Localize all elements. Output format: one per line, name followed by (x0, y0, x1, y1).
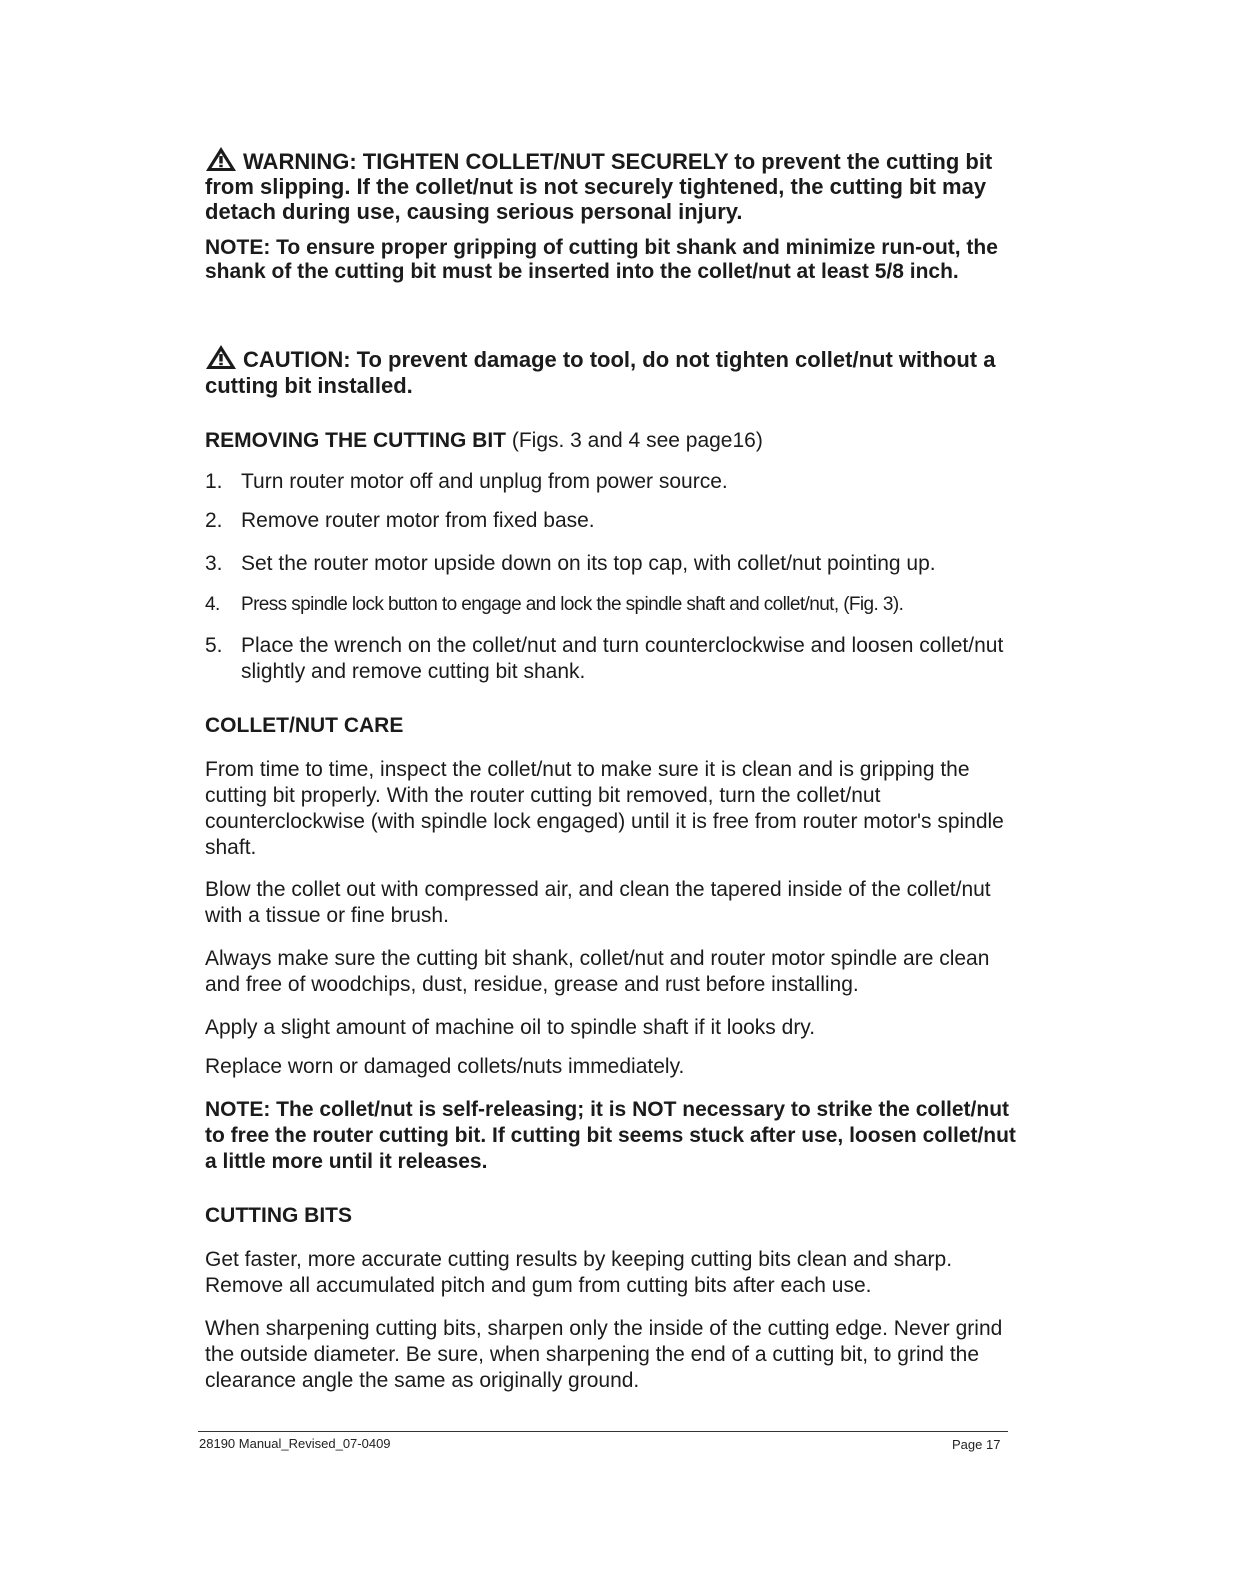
cutting-bits-p2: When sharpening cutting bits, sharpen only the inside of the cutting edge. Never grind the outside diameter. Be sure, when sharpening the end of a cutting bit, to grind the clearance angle the same as originally ground. (205, 1317, 1003, 1392)
list-item: 3. Set the router motor upside down on its top cap, with collet/nut pointing up. (205, 552, 936, 575)
caution-label: CAUTION: (243, 347, 351, 372)
removing-heading-ref: (Figs. 3 and 4 see page16) (506, 429, 763, 452)
warning-text: to prevent the cutting bit from slipping. If the collet/nut is not securely tightened, the cutting bit may detach during use, causing serious personal injury. (205, 149, 993, 224)
collet-care-p2: Blow the collet out with compressed air, and clean the tapered inside of the collet/nut with a tissue or fine brush. (205, 878, 991, 927)
list-item: 5. Place the wrench on the collet/nut and turn counterclockwise and loosen collet/nut slightly and remove cutting bit shank. (205, 634, 1004, 683)
warning-triangle-icon (205, 344, 237, 370)
removing-heading-title: REMOVING THE CUTTING BIT (205, 429, 506, 452)
note-shank-paragraph: NOTE: To ensure proper gripping of cutting bit shank and minimize run-out, the shank of the cutting bit must be inserted into the collet/nut at least 5/8 inch. (205, 236, 998, 283)
list-item: 2. Remove router motor from fixed base. (205, 509, 595, 532)
list-item: 4. Press spindle lock button to engage and lock the spindle shaft and collet/nut, (Fig. 3). (205, 594, 904, 615)
collet-care-heading: COLLET/NUT CARE (205, 714, 404, 737)
warning-emphasis: TIGHTEN COLLET/NUT SECURELY (362, 149, 729, 174)
footer-doc-id: 28190 Manual_Revised_07-0409 (199, 1436, 391, 1451)
cutting-bits-heading: CUTTING BITS (205, 1204, 352, 1227)
collet-care-p4: Apply a slight amount of machine oil to spindle shaft if it looks dry. (205, 1016, 816, 1039)
collet-care-p5: Replace worn or damaged collets/nuts immediately. (205, 1055, 685, 1078)
warning-label: WARNING: (243, 149, 357, 174)
removing-steps-list (205, 469, 1025, 685)
collet-care-p1: From time to time, inspect the collet/nut to make sure it is clean and is gripping the cutting bit properly. With the router cutting bit removed, turn the collet/nut counterclockwise (with spindle lock engaged) until it is free from router motor's spindle shaft. (205, 758, 1004, 859)
list-item: 1. Turn router motor off and unplug from power source. (205, 470, 728, 493)
cutting-bits-p1: Get faster, more accurate cutting results by keeping cutting bits clean and sharp. Remove all accumulated pitch and gum from cutting bits after each use. (205, 1248, 953, 1297)
footer-page-number: Page 17 (952, 1437, 1001, 1452)
collet-care-p3: Always make sure the cutting bit shank, collet/nut and router motor spindle are clean and free of woodchips, dust, residue, grease and rust before installing. (205, 947, 990, 996)
footer-divider (198, 1431, 1008, 1432)
removing-heading (205, 428, 1025, 454)
caution-text: To prevent damage to tool, do not tighten collet/nut without a cutting bit installed. (205, 347, 996, 398)
collet-care-note: NOTE: The collet/nut is self-releasing; it is NOT necessary to strike the collet/nut to free the router cutting bit. If cutting bit seems stuck after use, loosen collet/nut a little more until it releases. (205, 1098, 1016, 1173)
warning-paragraph (205, 146, 1025, 224)
caution-paragraph (205, 344, 1025, 399)
warning-triangle-icon (205, 146, 237, 172)
